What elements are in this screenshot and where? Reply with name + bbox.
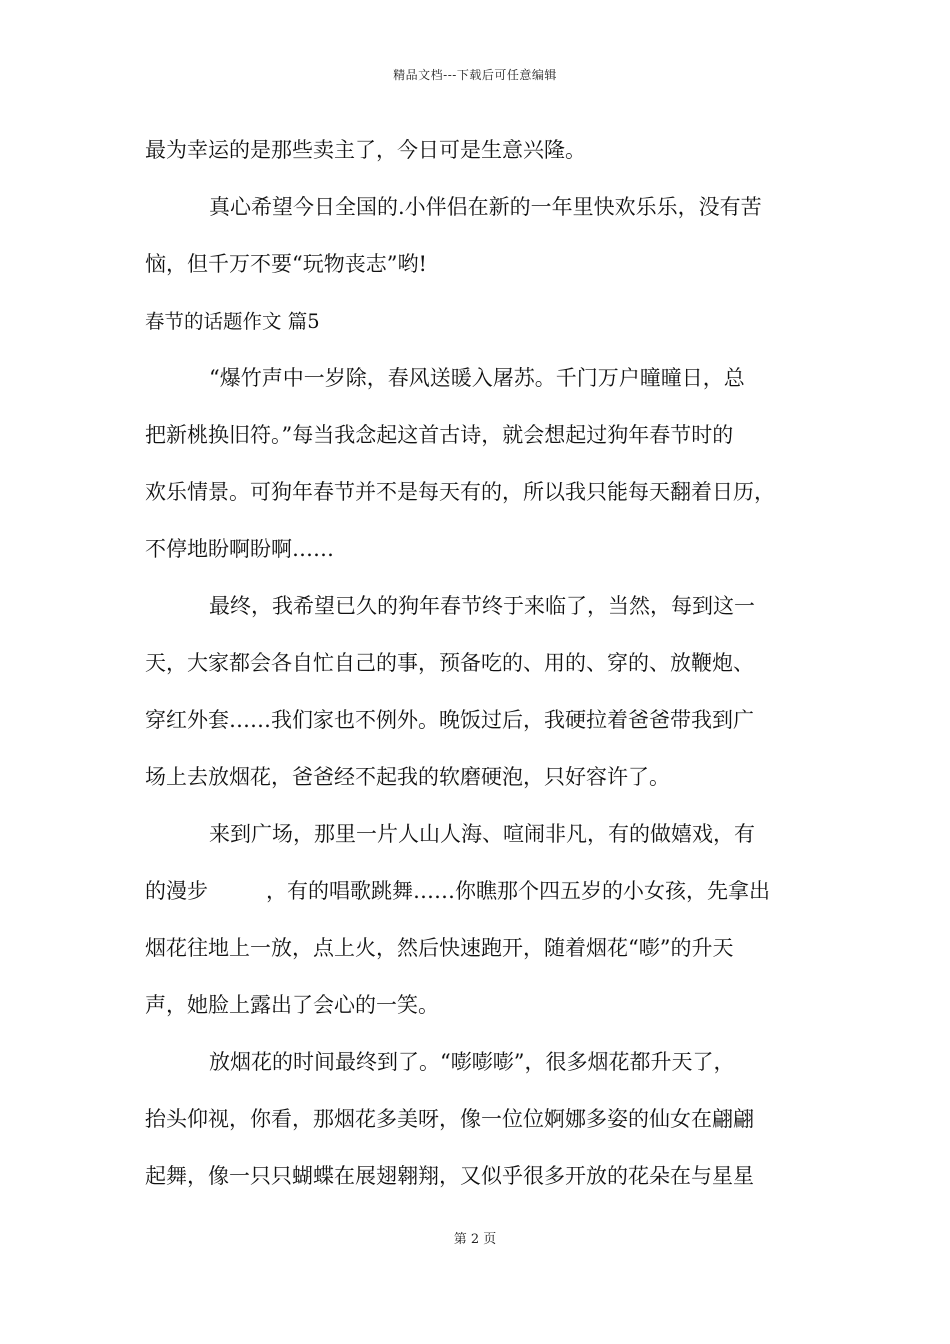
text-line: 场上去放烟花，爸爸经不起我的软磨硬泡，只好容许了。 <box>145 765 670 789</box>
text-fragment: 的漫步 <box>145 879 208 903</box>
text-line: 来到广场，那里一片人山人海、喧闹非凡，有的做嬉戏，有 <box>209 822 755 846</box>
text-line: 放烟花的时间最终到了。“嘭嘭嘭”，很多烟花都升天了， <box>209 1050 735 1074</box>
document-body <box>145 122 815 1205</box>
text-line: 真心希望今日全国的.小伴侣在新的一年里快欢乐乐，没有苦 <box>209 195 762 219</box>
text-line: 起舞，像一只只蝴蝶在展翅翱翔，又似乎很多开放的花朵在与星星 <box>145 1164 754 1188</box>
text-line: “爆竹声中一岁除，春风送暖入屠苏。千门万户曈曈日，总 <box>209 366 745 390</box>
text-line: 把新桃换旧符。”每当我念起这首古诗，就会想起过狗年春节时的 <box>145 423 734 447</box>
page-header: 精品文档---下载后可任意编辑 <box>393 68 557 82</box>
text-line: 烟花往地上一放，点上火，然后快速跑开，随着烟花“嘭”的升天 <box>145 936 734 960</box>
text-line: 声，她脸上露出了会心的一笑。 <box>145 993 439 1017</box>
text-line: 最终，我希望已久的狗年春节终于来临了，当然，每到这一 <box>209 594 755 618</box>
text-line: 天，大家都会各自忙自己的事，预备吃的、用的、穿的、放鞭炮、 <box>145 651 754 675</box>
text-line <box>145 863 815 920</box>
text-line: 抬头仰视，你看，那烟花多美呀，像一位位婀娜多姿的仙女在翩翩 <box>145 1107 754 1131</box>
section-heading: 春节的话题作文 篇5 <box>145 310 320 333</box>
text-fragment: ，有的唱歌跳舞……你瞧那个四五岁的小女孩，先拿出 <box>266 879 770 903</box>
text-line: 穿红外套……我们家也不例外。晚饭过后，我硬拉着爸爸带我到广 <box>145 708 754 732</box>
text-line: 最为幸运的是那些卖主了，今日可是生意兴隆。 <box>145 138 586 162</box>
text-line: 恼，但千万不要“玩物丧志”哟! <box>145 252 427 276</box>
page-number: 第 2 页 <box>453 1232 497 1247</box>
text-line: 不停地盼啊盼啊…… <box>145 537 334 561</box>
text-line: 欢乐情景。可狗年春节并不是每天有的，所以我只能每天翻着日历， <box>145 480 775 504</box>
